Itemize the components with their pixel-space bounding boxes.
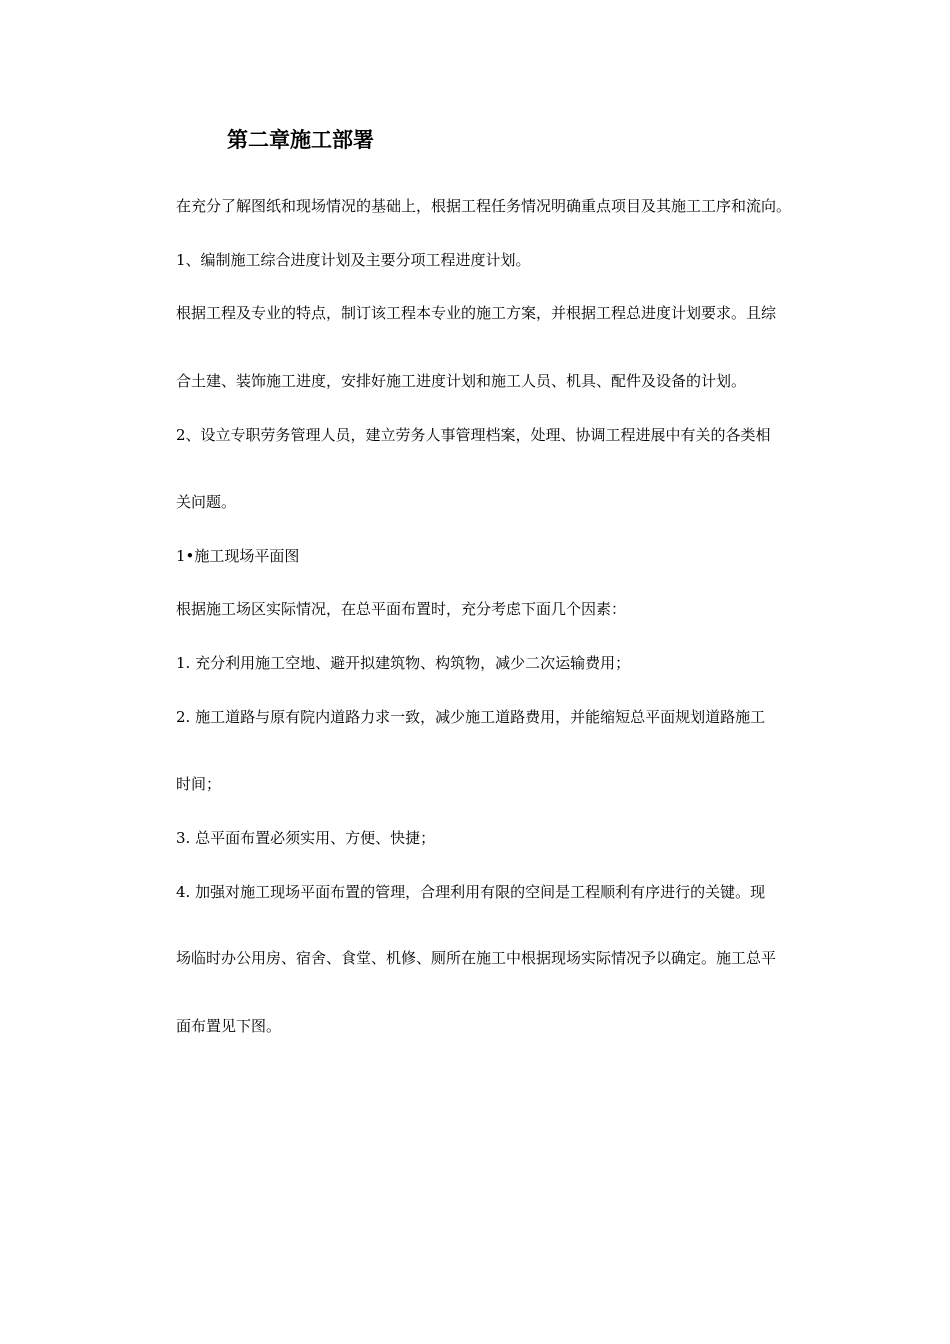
chapter-title: 第二章施工部署 (227, 128, 374, 152)
list-item-continuation: 面布置见下图。 (176, 1017, 282, 1035)
paragraph-line: 合土建、装饰施工进度，安排好施工进度计划和施工人员、机具、配件及设备的计划。 (176, 372, 747, 390)
paragraph-line: 根据工程及专业的特点，制订该工程本专业的施工方案，并根据工程总进度计划要求。且综 (176, 304, 777, 322)
list-item: 2. 施工道路与原有院内道路力求一致，减少施工道路费用，并能缩短总平面规划道路施工 (176, 708, 766, 726)
section-heading: 1•施工现场平面图 (176, 547, 300, 565)
list-item-continuation: 时间； (176, 775, 222, 793)
list-item: 4. 加强对施工现场平面布置的管理，合理利用有限的空间是工程顺利有序进行的关键。现 (176, 883, 766, 901)
paragraph-line: 关问题。 (176, 493, 237, 511)
list-item: 3. 总平面布置必须实用、方便、快捷； (176, 829, 436, 847)
list-item: 1. 充分利用施工空地、避开拟建筑物、构筑物，减少二次运输费用； (176, 654, 631, 672)
item-2-line: 2、设立专职劳务管理人员，建立劳务人事管理档案，处理、协调工程进展中有关的各类相 (176, 426, 771, 444)
item-1-heading: 1、编制施工综合进度计划及主要分项工程进度计划。 (176, 251, 531, 269)
list-item-continuation: 场临时办公用房、宿舍、食堂、机修、厕所在施工中根据现场实际情况予以确定。施工总平 (176, 949, 777, 967)
paragraph-line: 根据施工场区实际情况，在总平面布置时，充分考虑下面几个因素： (176, 600, 627, 618)
paragraph-intro: 在充分了解图纸和现场情况的基础上，根据工程任务情况明确重点项目及其施工工序和流向。 (176, 197, 792, 215)
